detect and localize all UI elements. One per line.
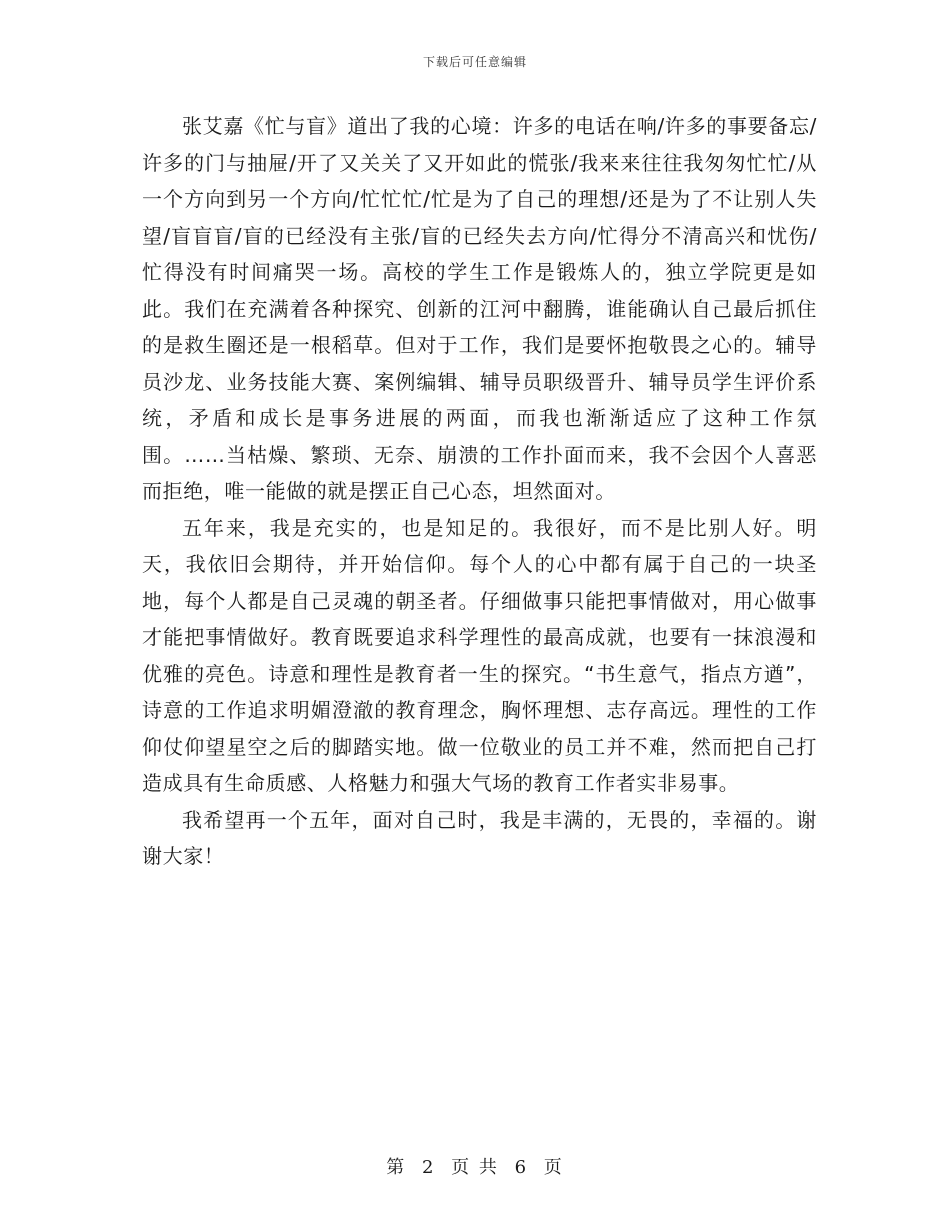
paragraph-1: 张艾嘉《忙与盲》道出了我的心境：许多的电话在响/许多的事要备忘/许多的门与抽屉/开了又关关了又开如此的慌张/我来来往往我匆匆忙忙/从一个方向到另一个方向/忙忙忙/忙是为了自己的理想/还是为了不让别人失望/盲盲盲/盲的已经没有主张/盲的已经失去方向/忙得分不清高兴和忧伤/忙得没有时间痛哭一场。高校的学生工作是锻炼人的，独立学院更是如此。我们在充满着各种探究、创新的江河中翻腾，谁能确认自己最后抓住的是救生圈还是一根稻草。但对于工作，我们是要怀抱敬畏之心的。辅导员沙龙、业务技能大赛、案例编辑、辅导员职级晋升、辅导员学生评价系统，矛盾和成长是事务进展的两面，而我也渐渐适应了这种工作氛围。……当枯燥、繁琐、无奈、崩溃的工作扑面而来，我不会因个人喜恶而拒绝，唯一能做的就是摆正自己心态，坦然面对。 — [142, 114, 817, 503]
document-body — [142, 108, 817, 875]
footer-suffix: 页 — [543, 1157, 564, 1178]
footer-middle: 页 共 — [451, 1157, 499, 1178]
footer-current-page: 2 — [421, 1157, 436, 1178]
page-footer — [0, 1153, 950, 1179]
paragraph-2: 五年来，我是充实的，也是知足的。我很好，而不是比别人好。明天，我依旧会期待，并开始信仰。每个人的心中都有属于自己的一块圣地，每个人都是自己灵魂的朝圣者。仔细做事只能把事情做对，用心做事才能把事情做好。教育既要追求科学理性的最高成就，也要有一抹浪漫和优雅的亮色。诗意和理性是教育者一生的探究。“书生意气，指点方遒”，诗意的工作追求明媚澄澈的教育理念，胸怀理想、志存高远。理性的工作仰仗仰望星空之后的脚踏实地。做一位敬业的员工并不难，然而把自己打造成具有生命质感、人格魅力和强大气场的教育工作者实非易事。 — [142, 515, 817, 795]
header-note: 下载后可任意编辑 — [422, 55, 527, 69]
paragraph-3: 我希望再一个五年，面对自己时，我是丰满的，无畏的，幸福的。谢谢大家！ — [142, 807, 817, 868]
footer-prefix: 第 — [386, 1157, 407, 1178]
footer-total-pages: 6 — [514, 1157, 529, 1178]
